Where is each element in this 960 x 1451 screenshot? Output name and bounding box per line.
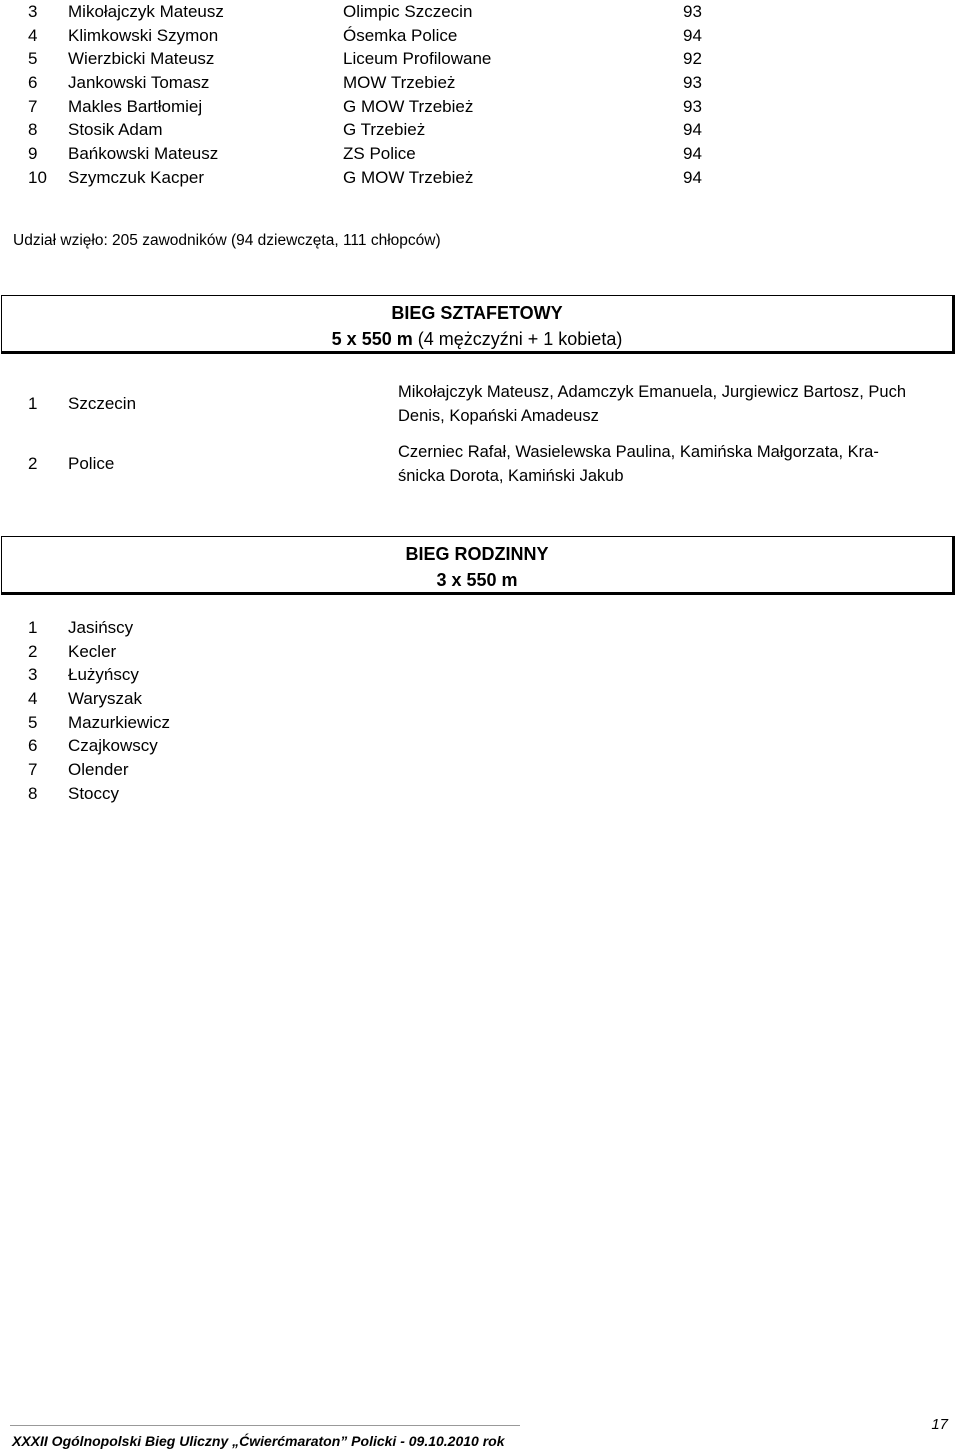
- name-cell: Wierzbicki Mateusz: [68, 49, 215, 69]
- place-cell: 8: [28, 120, 38, 140]
- individual-results-table: [0, 0, 960, 190]
- place-cell: 9: [28, 144, 38, 164]
- relay-team-members: Mikołajczyk Mateusz, Adamczyk Emanuela, Jurgiewicz Bartosz, Puch Denis, Kopański Amadeusz: [398, 383, 907, 425]
- school-cell: Liceum Profilowane: [343, 49, 492, 69]
- place-cell: 5: [28, 49, 38, 69]
- family-name: Waryszak: [68, 689, 142, 709]
- name-cell: Jankowski Tomasz: [68, 73, 210, 93]
- family-name: Olender: [68, 760, 129, 780]
- list-item: [0, 734, 960, 758]
- list-item: [0, 616, 960, 640]
- year-cell: 94: [683, 25, 702, 45]
- place-cell: 4: [28, 25, 38, 45]
- name-cell: Mikołajczyk Mateusz: [68, 2, 224, 21]
- relay-distance: 5 x 550 m: [331, 329, 413, 349]
- list-item: [0, 687, 960, 711]
- year-cell: 93: [683, 73, 702, 93]
- family-results-list: [0, 616, 960, 806]
- list-item: [0, 663, 960, 687]
- place-cell: 10: [28, 167, 47, 187]
- relay-place: 1: [28, 394, 38, 413]
- relay-title: BIEG SZTAFETOWY: [391, 303, 563, 323]
- family-place: 5: [28, 712, 38, 732]
- year-cell: 93: [683, 2, 702, 21]
- name-cell: Klimkowski Szymon: [68, 25, 219, 45]
- relay-place: 2: [28, 454, 38, 473]
- place-cell: 3: [28, 2, 38, 21]
- footer-event-title: XXXII Ogólnopolski Bieg Uliczny „Ćwierćmaraton” Policki - 09.10.2010 rok: [12, 1433, 505, 1449]
- family-name: Czajkowscy: [68, 736, 158, 756]
- family-place: 2: [28, 641, 38, 661]
- relay-team-name: Szczecin: [68, 394, 137, 413]
- table-row: [0, 24, 960, 48]
- school-cell: Olimpic Szczecin: [343, 2, 473, 21]
- list-item: [0, 711, 960, 735]
- table-row: [0, 142, 960, 166]
- list-item: [0, 640, 960, 664]
- relay-team-name: Police: [68, 454, 115, 473]
- family-place: 3: [28, 665, 38, 685]
- family-name: Mazurkiewicz: [68, 712, 171, 732]
- family-name: Kecler: [68, 641, 117, 661]
- family-section-header: [1, 536, 955, 595]
- family-place: 4: [28, 689, 38, 709]
- place-cell: 7: [28, 96, 38, 116]
- family-name: Łużyńscy: [68, 665, 139, 685]
- table-row: [0, 118, 960, 142]
- list-item: [0, 758, 960, 782]
- footer-divider: [10, 1425, 520, 1426]
- page-number: 17: [931, 1416, 948, 1433]
- participation-summary: Udział wzięło: 205 zawodników (94 dziewczęta, 111 chłopców): [13, 232, 441, 249]
- year-cell: 92: [683, 49, 702, 69]
- school-cell: G MOW Trzebież: [343, 96, 474, 116]
- name-cell: Bańkowski Mateusz: [68, 144, 219, 164]
- family-place: 7: [28, 760, 38, 780]
- name-cell: Makles Bartłomiej: [68, 96, 203, 116]
- list-item: [0, 782, 960, 806]
- school-cell: Ósemka Police: [343, 25, 458, 45]
- relay-team-members: Czerniec Rafał, Wasielewska Paulina, Kamińska Małgorzata, Kra-śnicka Dorota, Kamiński Jakub: [398, 443, 879, 485]
- year-cell: 94: [683, 144, 702, 164]
- name-cell: Stosik Adam: [68, 120, 163, 140]
- family-name: Jasińscy: [68, 618, 134, 637]
- family-distance: 3 x 550 m: [436, 570, 518, 590]
- table-row: [0, 47, 960, 71]
- table-row: [0, 166, 960, 190]
- family-place: 1: [28, 618, 38, 637]
- table-row: [0, 71, 960, 95]
- year-cell: 94: [683, 167, 702, 187]
- year-cell: 93: [683, 96, 702, 116]
- table-row: [0, 0, 960, 24]
- school-cell: ZS Police: [343, 144, 416, 164]
- table-row: [0, 95, 960, 119]
- relay-section-header: [1, 295, 955, 354]
- family-place: 8: [28, 783, 38, 803]
- school-cell: MOW Trzebież: [343, 73, 456, 93]
- relay-subtitle: [2, 326, 952, 352]
- family-place: 6: [28, 736, 38, 756]
- relay-composition: (4 mężczyźni + 1 kobieta): [412, 329, 623, 349]
- family-title: BIEG RODZINNY: [405, 544, 549, 564]
- school-cell: G MOW Trzebież: [343, 167, 474, 187]
- school-cell: G Trzebież: [343, 120, 426, 140]
- family-name: Stoccy: [68, 783, 120, 803]
- year-cell: 94: [683, 120, 702, 140]
- name-cell: Szymczuk Kacper: [68, 167, 205, 187]
- place-cell: 6: [28, 73, 38, 93]
